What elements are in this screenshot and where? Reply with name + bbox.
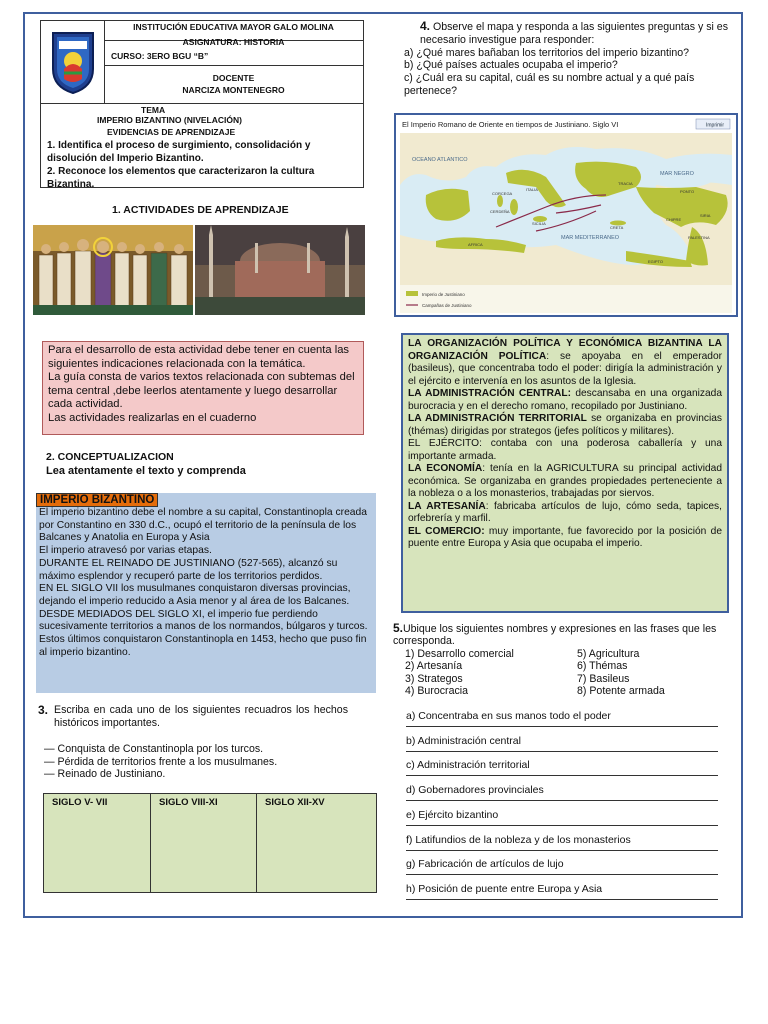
org-adm-territorial: se organizaba en provincias (thémas) dirigidas por strategos (jefes políticos y militares). <box>408 413 722 437</box>
activities-title: 1. ACTIVIDADES DE APRENDIZAJE <box>112 204 289 216</box>
question-4 <box>404 20 740 98</box>
q5-intro: Ubique los siguientes nombres y expresiones en las frases que les corresponda. <box>393 623 717 648</box>
school-shield-logo <box>49 29 97 95</box>
header-box <box>40 20 364 188</box>
hagia-sophia-photo <box>195 225 365 315</box>
teacher-label: DOCENTE <box>212 73 255 83</box>
instruction-2: La guía consta de varios textos relacionada con subtemas del tema central ,debe leerlos atentamente y luego desarrollar cada actividad. <box>48 371 355 411</box>
term-item: 8) Potente armada <box>577 685 665 698</box>
org-adm-territorial-label: LA ADMINISTRACIÓN TERRITORIAL <box>408 413 587 424</box>
map-graphic <box>396 115 736 315</box>
term-item: 6) Thémas <box>577 660 628 673</box>
q3-items: — Conquista de Constantinopla por los turcos. — Pérdida de territorios frente a los musulmanes. — Reinado de Justiniano. <box>44 743 278 781</box>
map-place-siria: SIRIA <box>700 213 711 218</box>
theme-label: TEMA <box>141 105 166 115</box>
term-item: 7) Basileus <box>577 672 630 685</box>
org-adm-central-label: LA ADMINISTRACIÓN CENTRAL: <box>408 388 571 399</box>
term-item: 5) Agricultura <box>577 647 640 660</box>
teacher-name: NARCIZA MONTENEGRO <box>182 85 285 95</box>
evidence-label: EVIDENCIAS DE APRENDIZAJE <box>107 127 236 137</box>
answer-line-e[interactable]: e) Ejército bizantino <box>406 809 718 826</box>
answer-line-b[interactable]: b) Administración central <box>406 735 718 752</box>
term-item: 4) Burocracia <box>405 685 468 698</box>
q4-intro: Observe el mapa y responda a las siguientes preguntas y si es necesario investigue para responder: <box>420 21 728 46</box>
evidence-item-2: 2. Reconoce los elementos que caracterizaron la cultura Bizantina. <box>47 166 315 190</box>
q3-century-table <box>43 793 377 893</box>
column-siglo-v-vii[interactable]: SIGLO V- VII <box>44 794 151 892</box>
q3-item-3: Reinado de Justiniano. <box>57 768 166 781</box>
org-crafts: : fabricaba artículos de lujo, cómo seda, tapices, orfebrería y marfil. <box>408 500 722 524</box>
evidence-list <box>47 139 359 191</box>
q3-item-2: Pérdida de territorios frente a los musulmanes. <box>57 755 278 768</box>
instructions-box <box>42 341 364 435</box>
legend-empire-swatch <box>406 291 418 296</box>
org-commerce: muy importante, fue favorecido por la posición de puente entre Europa y Asia que ocupaba el imperio. <box>408 525 722 549</box>
answer-line-h[interactable]: h) Posición de puente entre Europa y Asia <box>406 883 718 900</box>
map-ocean-label: OCEANO ATLANTICO <box>412 157 468 163</box>
map-place-italia: ITALIA <box>526 187 538 192</box>
imperio-title: IMPERIO BIZANTINO <box>36 493 158 507</box>
question-5 <box>393 622 733 697</box>
map-place-corcega: CORCEGA <box>492 191 513 196</box>
map-mediterranean-label: MAR MEDITERRANEO <box>561 235 620 241</box>
map-black-sea-label: MAR NEGRO <box>660 171 694 177</box>
map-title: El Imperio Romano de Oriente en tiempos de Justiniano. Siglo VI <box>402 120 619 129</box>
map-place-palestina: PALESTINA <box>688 235 710 240</box>
mosaic-photo <box>33 225 193 315</box>
org-political: : se apoyaba en el emperador (basileus), que concentraba todo el poder: dirigía la administración y el ejército e intervenía en los asuntos de la Iglesia. <box>408 350 722 387</box>
concept-title: 2. CONCEPTUALIZACION <box>46 451 174 463</box>
org-commerce-label: EL COMERCIO: <box>408 525 485 537</box>
answer-line-g[interactable]: g) Fabricación de artículos de lujo <box>406 858 718 875</box>
evidence-item-1: 1. Identifica el proceso de surgimiento, consolidación y disolución del Imperio Bizantino. <box>47 140 311 164</box>
map-place-tracia: TRACIA <box>618 181 633 186</box>
theme-title: IMPERIO BIZANTINO (NIVELACIÓN) <box>97 115 242 125</box>
course-name: CURSO: 3ERO BGU “B” <box>111 51 209 61</box>
map-place-africa: AFRICA <box>468 242 483 247</box>
org-army: EL EJÉRCITO: contaba con una poderosa caballería y una importante armada. <box>408 438 722 462</box>
question-3 <box>38 704 378 781</box>
column-siglo-viii-xi[interactable]: SIGLO VIII-XI <box>151 794 257 892</box>
instruction-1: Para el desarrollo de esta actividad debe tener en cuenta las siguientes indicaciones relacionada con la temática. <box>48 344 350 370</box>
imperio-p3: DURANTE EL REINADO DE JUSTINIANO (527-565), alcanzó su máximo esplendor y recuperó parte de los territorios perdidos. <box>39 557 338 582</box>
q4-a: a) ¿Qué mares bañaban los territorios del imperio bizantino? <box>404 46 689 59</box>
legend-empire-label: Imperio de Justiniano <box>422 292 465 297</box>
map-place-cerdena: CERDEÑA <box>490 209 510 214</box>
instruction-3: Las actividades realizarlas en el cuaderno <box>48 411 257 424</box>
org-economy: : tenía en la AGRICULTURA su principal actividad económica. Se organizaba en grandes propiedades perteneciente a la nobleza o a los monasterios, trabajadas por siervos. <box>408 463 722 499</box>
q4-number: 4. <box>420 19 431 33</box>
q3-text: Escriba en cada uno de los siguientes recuadros los hechos históricos importantes. <box>54 704 348 729</box>
term-item: 2) Artesanía <box>405 660 463 673</box>
org-adm-central: descansaba en una organizada burocracia y en el derecho romano, recopilado por Justiniano. <box>408 388 722 412</box>
map-place-ponto: PONTO <box>680 189 695 194</box>
institution-name: INSTITUCIÓN EDUCATIVA MAYOR GALO MOLINA <box>133 22 334 32</box>
byzantine-map <box>394 113 738 317</box>
map-print-label: Imprimir <box>706 122 725 129</box>
answer-line-c[interactable]: c) Administración territorial <box>406 759 718 776</box>
imperio-p2: El imperio atravesó por varias etapas. <box>39 545 212 557</box>
legend-campaign-label: Campañas de Justiniano <box>422 303 472 308</box>
q4-b: b) ¿Qué países actuales ocupaba el imperio? <box>404 59 618 72</box>
subject-name: ASIGNATURA: HISTORIA <box>182 37 285 47</box>
term-item: 3) Strategos <box>405 672 463 685</box>
org-economy-label: LA ECONOMÍA <box>408 463 483 474</box>
organization-box <box>401 333 729 613</box>
imperio-text-box <box>36 493 376 693</box>
q4-c: c) ¿Cuál era su capital, cuál es su nombre actual y a qué país pertenece? <box>404 72 695 97</box>
map-place-egipto: EGIPTO <box>648 259 664 264</box>
q5-terms <box>405 648 733 698</box>
map-place-chipre: CHIPRE <box>666 217 682 222</box>
q3-number: 3. <box>38 703 49 717</box>
map-place-sicilia: SICILIA <box>532 221 546 226</box>
term-item: 1) Desarrollo comercial <box>405 647 514 660</box>
map-place-creta: CRETA <box>610 225 624 230</box>
answer-line-a[interactable]: a) Concentraba en sus manos todo el poder <box>406 710 718 727</box>
answer-line-d[interactable]: d) Gobernadores provinciales <box>406 784 718 801</box>
q5-number: 5. <box>393 621 404 635</box>
org-crafts-label: LA ARTESANÍA <box>408 500 486 512</box>
column-siglo-xii-xv[interactable]: SIGLO XII-XV <box>265 797 325 808</box>
answer-line-f[interactable]: f) Latifundios de la nobleza y de los monasterios <box>406 834 718 851</box>
q3-item-1: Conquista de Constantinopla por los turcos. <box>57 743 264 756</box>
org-title: LA ORGANIZACIÓN POLÍTICA Y ECONÓMICA BIZANTINA LA ORGANIZACIÓN POLÍTICA <box>408 338 722 362</box>
concept-subtitle: Lea atentamente el texto y comprenda <box>46 465 246 477</box>
imperio-p5: DESDE MEDIADOS DEL SIGLO XI, el imperio fue perdiendo sucesivamente territorios a manos de los normandos, búlgaros y turcos. <box>39 608 368 633</box>
imperio-p6: Estos últimos conquistaron Constantinopla en 1453, hecho que puso fin al imperio bizantino. <box>39 634 367 658</box>
imperio-p1: El imperio bizantino debe el nombre a su capital, Constantinopla creada por Constantino en 330 d.C., ocupó el territorio de la península de los Balcanes y Anatolia en Europa y Asia <box>39 507 367 544</box>
imperio-p4: EN EL SIGLO VII los musulmanes conquistaron diversas provincias, dejando el imperio reducido a Asia menor y al área de los Balcanes. <box>39 583 351 607</box>
